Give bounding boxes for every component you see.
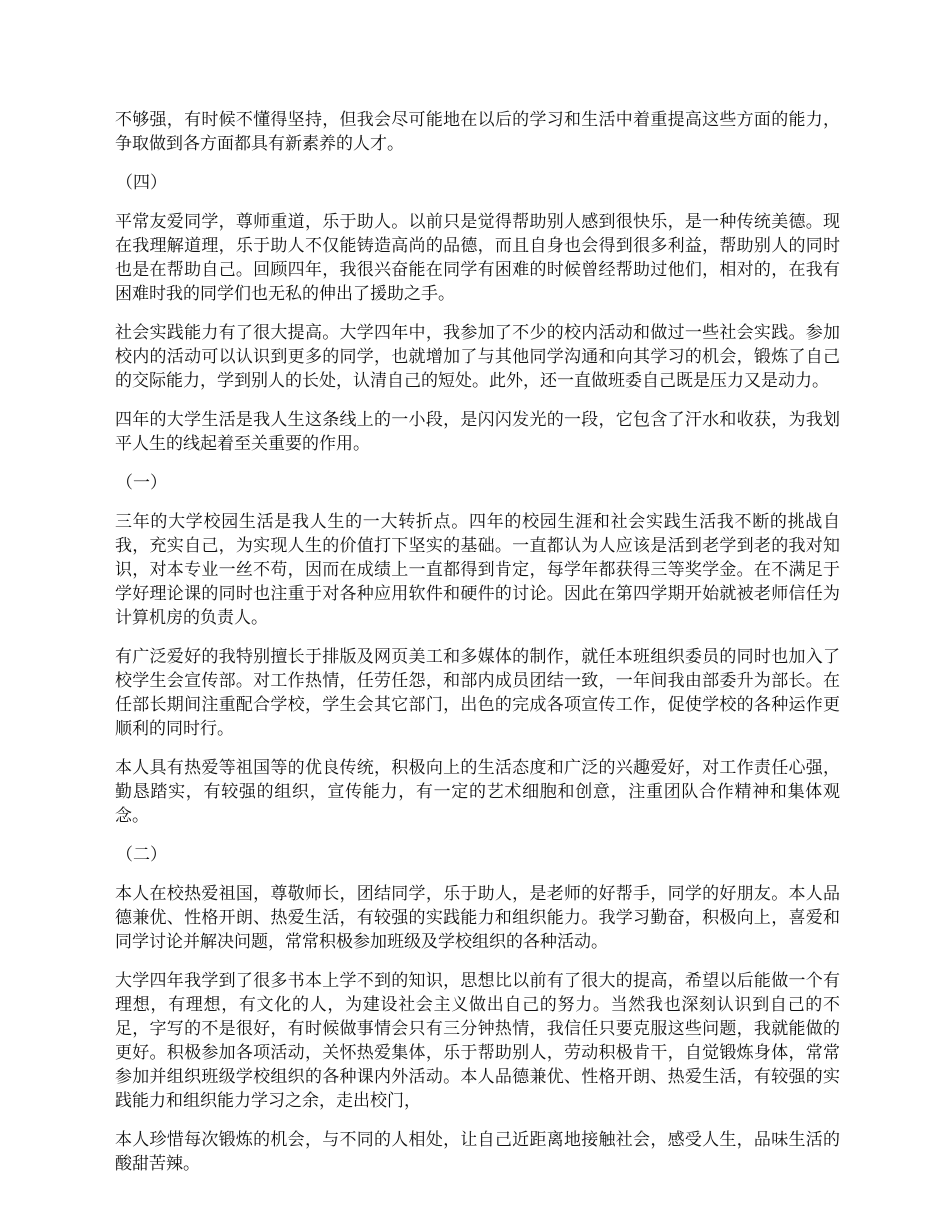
paragraph: 大学四年我学到了很多书本上学不到的知识，思想比以前有了很大的提高，希望以后能做一个有理想，有理想，有文化的人，为建设社会主义做出自己的努力。当然我也深刻认识到自己的不足，字写的不是很好，有时候做事情会只有三分钟热情，我信任只要克服这些问题，我就能做的更好。积极参加各项活动，关怀热爱集体，乐于帮助别人，劳动积极肯干，自觉锻炼身体，常常参加并组织班级学校组织的各种课内外活动。本人品德兼优、性格开朗、热爱生活，有较强的实践能力和组织能力学习之余，走出校门， <box>115 971 840 1111</box>
section-heading: （一） <box>116 473 167 493</box>
paragraph: 本人具有热爱等祖国等的优良传统，积极向上的生活态度和广泛的兴趣爱好，对工作责任心强，勤恳踏实，有较强的组织，宣传能力，有一定的艺术细胞和创意，注重团队合作精神和集体观念。 <box>115 758 840 826</box>
paragraph: 有广泛爱好的我特别擅长于排版及网页美工和多媒体的制作，就任本班组织委员的同时也加入了校学生会宣传部。对工作热情，任劳任怨，和部内成员团结一致，一年间我由部委升为部长。在任部长期间注重配合学校，学生会其它部门，出色的完成各项宣传工作，促使学校的各种运作更顺利的同时行。 <box>115 647 840 739</box>
paragraph: 平常友爱同学，尊师重道，乐于助人。以前只是觉得帮助别人感到很快乐，是一种传统美德。现在我理解道理，乐于助人不仅能铸造高尚的品德，而且自身也会得到很多利益，帮助别人的同时也是在帮助自己。回顾四年，我很兴奋能在同学有困难的时候曾经帮助过他们，相对的，在我有困难时我的同学们也无私的伸出了援助之手。 <box>115 212 840 304</box>
document-body <box>115 108 840 1191</box>
paragraph: 本人在校热爱祖国，尊敬师长，团结同学，乐于助人，是老师的好帮手，同学的好朋友。本人品德兼优、性格开朗、热爱生活，有较强的实践能力和组织能力。我学习勤奋，积极向上，喜爱和同学讨论并解决问题，常常积极参加班级及学校组织的各种活动。 <box>115 884 840 952</box>
paragraph: 社会实践能力有了很大提高。大学四年中，我参加了不少的校内活动和做过一些社会实践。参加校内的活动可以认识到更多的同学，也就增加了与其他同学沟通和向其学习的机会，锻炼了自己的交际能力，学到别人的长处，认清自己的短处。此外，还一直做班委自己既是压力又是动力。 <box>115 323 840 391</box>
paragraph: 三年的大学校园生活是我人生的一大转折点。四年的校园生涯和社会实践生活我不断的挑战自我，充实自己，为实现人生的价值打下坚实的基础。一直都认为人应该是活到老学到老的我对知识，对本专业一丝不苟，因而在成绩上一直都得到肯定，每学年都获得三等奖学金。在不满足于学好理论课的同时也注重于对各种应用软件和硬件的讨论。因此在第四学期开始就被老师信任为计算机房的负责人。 <box>115 512 840 628</box>
section-heading: （四） <box>116 173 167 193</box>
paragraph: 不够强，有时候不懂得坚持，但我会尽可能地在以后的学习和生活中着重提高这些方面的能力，争取做到各方面都具有新素养的人才。 <box>115 110 840 154</box>
paragraph: 本人珍惜每次锻炼的机会，与不同的人相处，让自己近距离地接触社会，感受人生，品味生活的酸甜苦辣。 <box>115 1130 840 1174</box>
paragraph: 四年的大学生活是我人生这条线上的一小段，是闪闪发光的一段，它包含了汗水和收获，为我划平人生的线起着至关重要的作用。 <box>115 410 840 454</box>
section-heading: （二） <box>116 845 167 865</box>
